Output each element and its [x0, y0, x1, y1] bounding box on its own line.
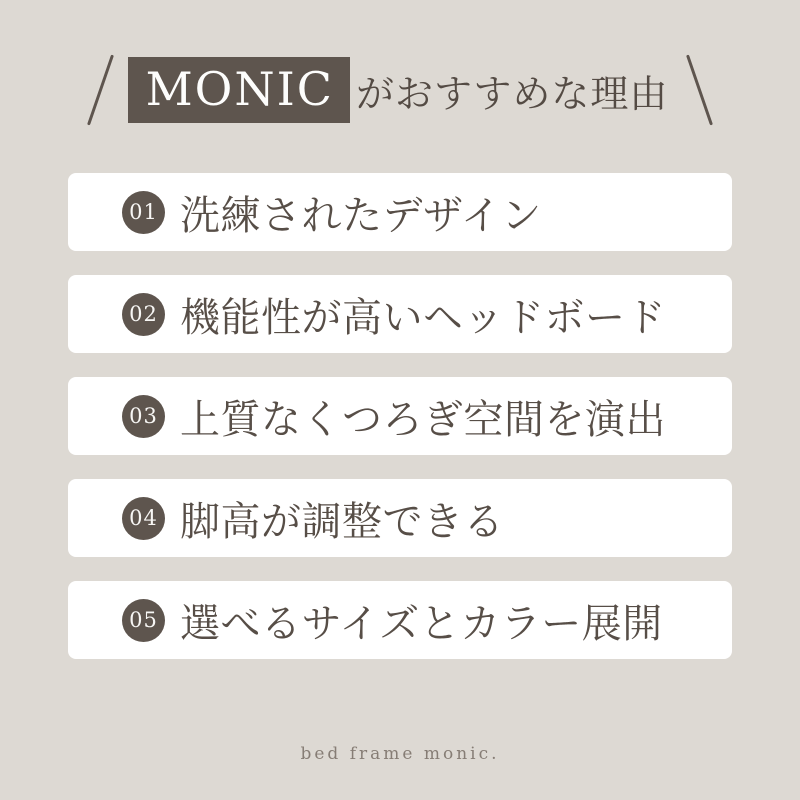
header-suffix: がおすすめな理由	[356, 71, 669, 116]
header	[0, 50, 800, 130]
footer	[0, 744, 800, 764]
reason-text: 脚高が調整できる	[180, 498, 504, 545]
decorative-slash-right	[686, 55, 713, 126]
reason-text: 洗練されたデザイン	[180, 192, 542, 239]
number-badge: 01	[122, 191, 165, 234]
brand-box	[128, 57, 350, 123]
reason-card-2	[68, 275, 732, 353]
footer-wordmark: bed frame monic.	[300, 744, 500, 764]
reason-card-1	[68, 173, 732, 251]
number-badge: 02	[122, 293, 165, 336]
number-badge: 05	[122, 599, 165, 642]
reason-card-5	[68, 581, 732, 659]
reason-text: 上質なくつろぎ空間を演出	[180, 396, 666, 443]
brand-name: MONIC	[145, 62, 335, 116]
number-badge: 03	[122, 395, 165, 438]
reason-card-4	[68, 479, 732, 557]
reason-text: 選べるサイズとカラー展開	[180, 600, 663, 647]
decorative-slash-left	[87, 55, 114, 126]
reason-list	[68, 173, 732, 683]
reason-text: 機能性が高いヘッドボード	[180, 294, 666, 341]
reason-card-3	[68, 377, 732, 455]
number-badge: 04	[122, 497, 165, 540]
